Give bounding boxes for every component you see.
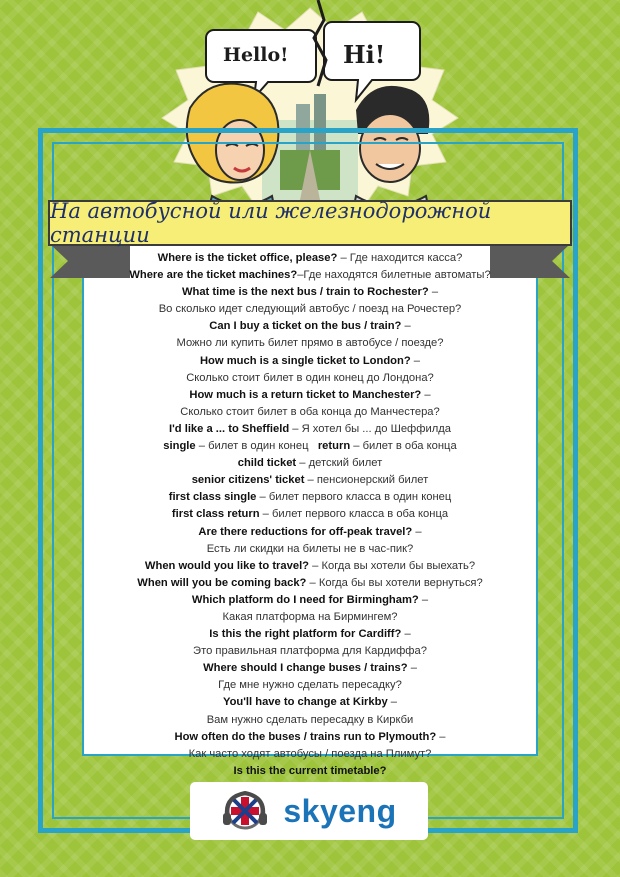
- phrase-row: [84, 506, 536, 523]
- headset-flag-icon: [221, 787, 269, 835]
- phrase-russian: Есть ли скидки на билеты не в час-пик?: [206, 542, 414, 555]
- phrase-english: Are there reductions for off-peak travel?: [198, 525, 413, 538]
- phrase-english: I'd like a ... to Sheffield: [169, 422, 290, 435]
- phrase-russian: билет в один конец: [208, 440, 309, 453]
- separator: –: [350, 440, 363, 453]
- phrase-row: [84, 370, 536, 387]
- hello-text: Hello!: [223, 44, 289, 66]
- phrase-russian: Я хотел бы ... до Шеффилда: [301, 422, 451, 435]
- phrase-russian: Вам нужно сделать пересадку в Киркби: [206, 713, 414, 726]
- phrase-russian: билет первого класса в один конец: [268, 491, 452, 504]
- phrase-russian: Это правильная платформа для Кардиффа?: [193, 645, 427, 658]
- phrase-russian: Какая платформа на Бирмингем?: [222, 610, 398, 623]
- phrase-row: [84, 541, 536, 558]
- separator: –: [401, 320, 411, 333]
- phrase-english: Can I buy a ticket on the bus / train?: [209, 320, 402, 333]
- separator: –: [259, 508, 273, 521]
- separator: –: [401, 628, 411, 641]
- phrase-row: [84, 489, 536, 506]
- logo-wordmark: [283, 793, 396, 830]
- separator: –: [428, 286, 439, 299]
- phrase-row: [84, 472, 536, 489]
- phrase-russian: Где находятся билетные автоматы?: [303, 269, 491, 282]
- spacer: [309, 440, 318, 452]
- phrase-row: [84, 660, 536, 677]
- separator: –: [410, 354, 421, 367]
- phrase-english: return: [317, 440, 351, 453]
- phrase-row: [84, 438, 536, 455]
- phrase-row: [84, 763, 536, 780]
- phrase-row: [84, 677, 536, 694]
- page-title: На автобусной или железнодорожной станции: [50, 199, 492, 247]
- phrase-row: [84, 558, 536, 575]
- phrase-english: When will you be coming back?: [137, 576, 307, 589]
- separator: –: [407, 662, 417, 675]
- phrase-row: [84, 712, 536, 729]
- phrase-russian: пенсионерский билет: [316, 474, 429, 487]
- phrase-row: [84, 575, 536, 592]
- phrase-row: [84, 626, 536, 643]
- phrase-russian: Где мне нужно сделать пересадку?: [218, 679, 402, 692]
- phrase-row: [84, 284, 536, 301]
- phrase-english: single: [163, 440, 196, 453]
- phrase-russian: Когда вы хотели бы выехать?: [321, 559, 476, 572]
- phrase-row: [84, 250, 536, 267]
- phrase-english: How much is a single ticket to London?: [199, 354, 411, 367]
- phrase-english: first class single: [168, 491, 257, 504]
- phrase-row: [84, 643, 536, 660]
- hi-text: Hi!: [343, 40, 386, 69]
- phrase-russian: билет в оба конца: [362, 440, 457, 453]
- phrase-english: Where are the ticket machines?: [129, 269, 298, 282]
- phrase-english: child ticket: [237, 457, 297, 470]
- separator: –: [337, 252, 350, 264]
- phrase-russian: детский билет: [308, 457, 383, 470]
- phrase-english: How often do the buses / trains run to Plymouth?: [174, 730, 437, 743]
- phrase-english: You'll have to change at Kirkby: [222, 696, 388, 709]
- phrase-row: [84, 404, 536, 421]
- phrase-english: senior citizens' ticket: [191, 474, 305, 487]
- logo-sky: sky: [283, 792, 339, 829]
- phrase-english: Is this the right platform for Cardiff?: [209, 628, 402, 641]
- phrase-english: What time is the next bus / train to Rochester?: [181, 286, 429, 299]
- phrase-row: [84, 421, 536, 438]
- phrase-russian: Где находится касса?: [349, 252, 463, 264]
- phrase-row: [84, 455, 536, 472]
- phrase-list: [84, 250, 536, 797]
- separator: –: [304, 474, 317, 487]
- phrase-row: [84, 592, 536, 609]
- phrase-english: Where is the ticket office, please?: [157, 252, 338, 264]
- separator: –: [306, 576, 319, 589]
- phrase-russian: Сколько стоит билет в оба конца до Манчестера?: [180, 405, 440, 418]
- separator: –: [412, 525, 422, 538]
- phrase-row: [84, 267, 536, 284]
- phrase-english: Where should I change buses / trains?: [203, 662, 408, 675]
- phrase-russian: Можно ли купить билет прямо в автобусе / поезде?: [176, 337, 444, 350]
- phrase-row: [84, 301, 536, 318]
- phrase-english: How much is a return ticket to Manchester?: [189, 388, 422, 401]
- phrase-russian: Сколько стоит билет в один конец до Лондона?: [186, 371, 434, 384]
- logo-eng: eng: [338, 792, 397, 829]
- skyeng-logo: [190, 782, 428, 840]
- separator: –: [387, 696, 398, 709]
- phrase-row: [84, 524, 536, 541]
- separator: –: [195, 440, 209, 453]
- separator: –: [421, 388, 431, 401]
- phrase-russian: билет первого класса в оба конца: [272, 508, 449, 521]
- separator: –: [297, 269, 304, 282]
- title-banner: [48, 200, 572, 246]
- phrase-row: [84, 353, 536, 370]
- phrase-english: first class return: [171, 508, 260, 521]
- phrase-english: Is this the current timetable?: [233, 764, 387, 777]
- separator: –: [256, 491, 269, 504]
- separator: –: [436, 730, 446, 743]
- phrase-row: [84, 694, 536, 711]
- phrase-row: [84, 729, 536, 746]
- phrase-row: [84, 335, 536, 352]
- separator: –: [289, 422, 302, 435]
- phrase-english: When would you like to travel?: [144, 559, 310, 572]
- phrase-russian: Как часто ходят автобусы / поезда на Плимут?: [188, 747, 432, 760]
- phrase-row: [84, 746, 536, 763]
- phrase-row: [84, 387, 536, 404]
- separator: –: [309, 559, 322, 572]
- phrase-russian: Когда бы вы хотели вернуться?: [318, 576, 483, 589]
- phrase-english: Which platform do I need for Birmingham?: [191, 593, 419, 606]
- phrase-row: [84, 318, 536, 335]
- separator: –: [418, 593, 429, 606]
- separator: –: [296, 457, 309, 470]
- phrase-russian: Во сколько идет следующий автобус / поезд на Рочестер?: [158, 303, 462, 316]
- phrase-row: [84, 609, 536, 626]
